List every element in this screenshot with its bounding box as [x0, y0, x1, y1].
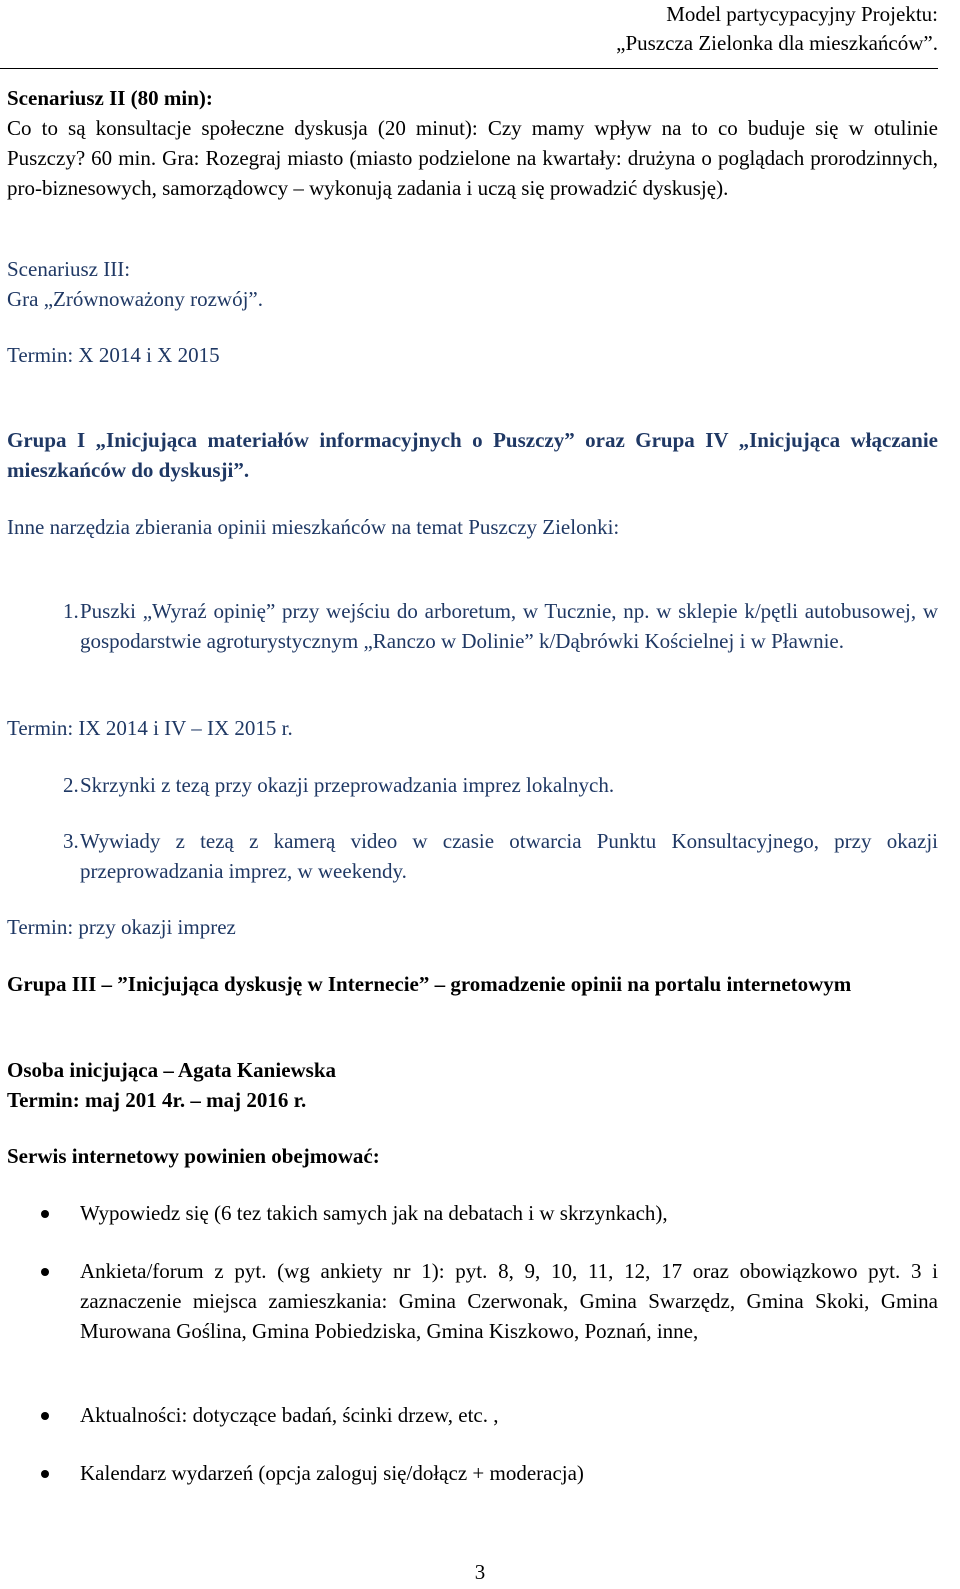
- group-3-termin: Termin: maj 201 4r. – maj 2016 r.: [7, 1088, 307, 1112]
- scenario-3-title: Scenariusz III:: [7, 257, 131, 281]
- scenario-2-body: Co to są konsultacje społeczne dyskusja (20 minut): Czy mamy wpływ na to co buduje się w otulinie Puszczy? 60 min. Gra: Rozegraj miasto (miasto podzielone na kwartały: drużyna o poglądach prorodzinnych, pro-biznesowych, samorządowcy – wykonują zadania i uczą się prowadzić dyskusję).: [7, 116, 938, 200]
- bullet-text: Wypowiedz się (6 tez takich samych jak na debatach i w skrzynkach),: [80, 1201, 668, 1225]
- other-tools-heading: Inne narzędzia zbierania opinii mieszkańców na temat Puszczy Zielonki:: [7, 515, 620, 539]
- list-item-text: Wywiady z tezą z kamerą video w czasie otwarcia Punktu Konsultacyjnego, przy okazji przeprowadzania imprez, w weekendy.: [80, 829, 938, 883]
- termin-imprez: Termin: przy okazji imprez: [7, 915, 236, 939]
- termin-ix: Termin: IX 2014 i IV – IX 2015 r.: [7, 716, 293, 740]
- service-heading: Serwis internetowy powinien obejmować:: [7, 1144, 380, 1168]
- running-header: [616, 0, 938, 58]
- bullet-dot: [41, 1412, 49, 1420]
- bullet-text: Ankieta/forum z pyt. (wg ankiety nr 1): pyt. 8, 9, 10, 11, 12, 17 oraz obowiązkowo pyt. 3 i zaznaczenie miejsca zamieszkania: Gmina Czerwonak, Gmina Swarzędz, Gmina Skoki, Gmina Murowana Goślina, Gmina Pobiedziska, Gmina Kiszkowo, Poznań, inne,: [80, 1259, 938, 1343]
- bullet-dot: [41, 1268, 49, 1276]
- bullet-dot: [41, 1210, 49, 1218]
- list-number: 3.: [63, 829, 79, 853]
- header-line-1: Model partycypacyjny Projektu:: [666, 2, 938, 26]
- initiator-person: Osoba inicjująca – Agata Kaniewska: [7, 1058, 337, 1082]
- list-item-text: Puszki „Wyraź opinię” przy wejściu do arboretum, w Tucznie, np. w sklepie k/pętli autobusowej, w gospodarstwie agroturystycznym „Ranczo w Dolinie” k/Dąbrówki Kościelnej i w Pławnie.: [80, 599, 938, 653]
- list-item-text: Skrzynki z tezą przy okazji przeprowadzania imprez lokalnych.: [80, 773, 615, 797]
- header-divider: [0, 68, 938, 69]
- bullet-dot: [41, 1470, 49, 1478]
- list-number: 1.: [63, 599, 79, 623]
- bullet-text: Kalendarz wydarzeń (opcja zaloguj się/dołącz + moderacja): [80, 1461, 584, 1485]
- scenario-3-termin: Termin: X 2014 i X 2015: [7, 343, 220, 367]
- list-number: 2.: [63, 773, 79, 797]
- scenario-3-game: Gra „Zrównoważony rozwój”.: [7, 287, 263, 311]
- scenario-2-title: Scenariusz II (80 min):: [7, 86, 213, 110]
- group-3-heading: Grupa III – ”Inicjująca dyskusję w Internecie” – gromadzenie opinii na portalu internetowym: [7, 972, 852, 996]
- group-1-4-heading: Grupa I „Inicjująca materiałów informacyjnych o Puszczy” oraz Grupa IV „Inicjująca włączanie mieszkańców do dyskusji”.: [7, 428, 938, 482]
- header-line-2: „Puszcza Zielonka dla mieszkańców”.: [616, 31, 938, 55]
- page-number: 3: [474, 1560, 486, 1584]
- bullet-text: Aktualności: dotyczące badań, ścinki drzew, etc. ,: [80, 1403, 499, 1427]
